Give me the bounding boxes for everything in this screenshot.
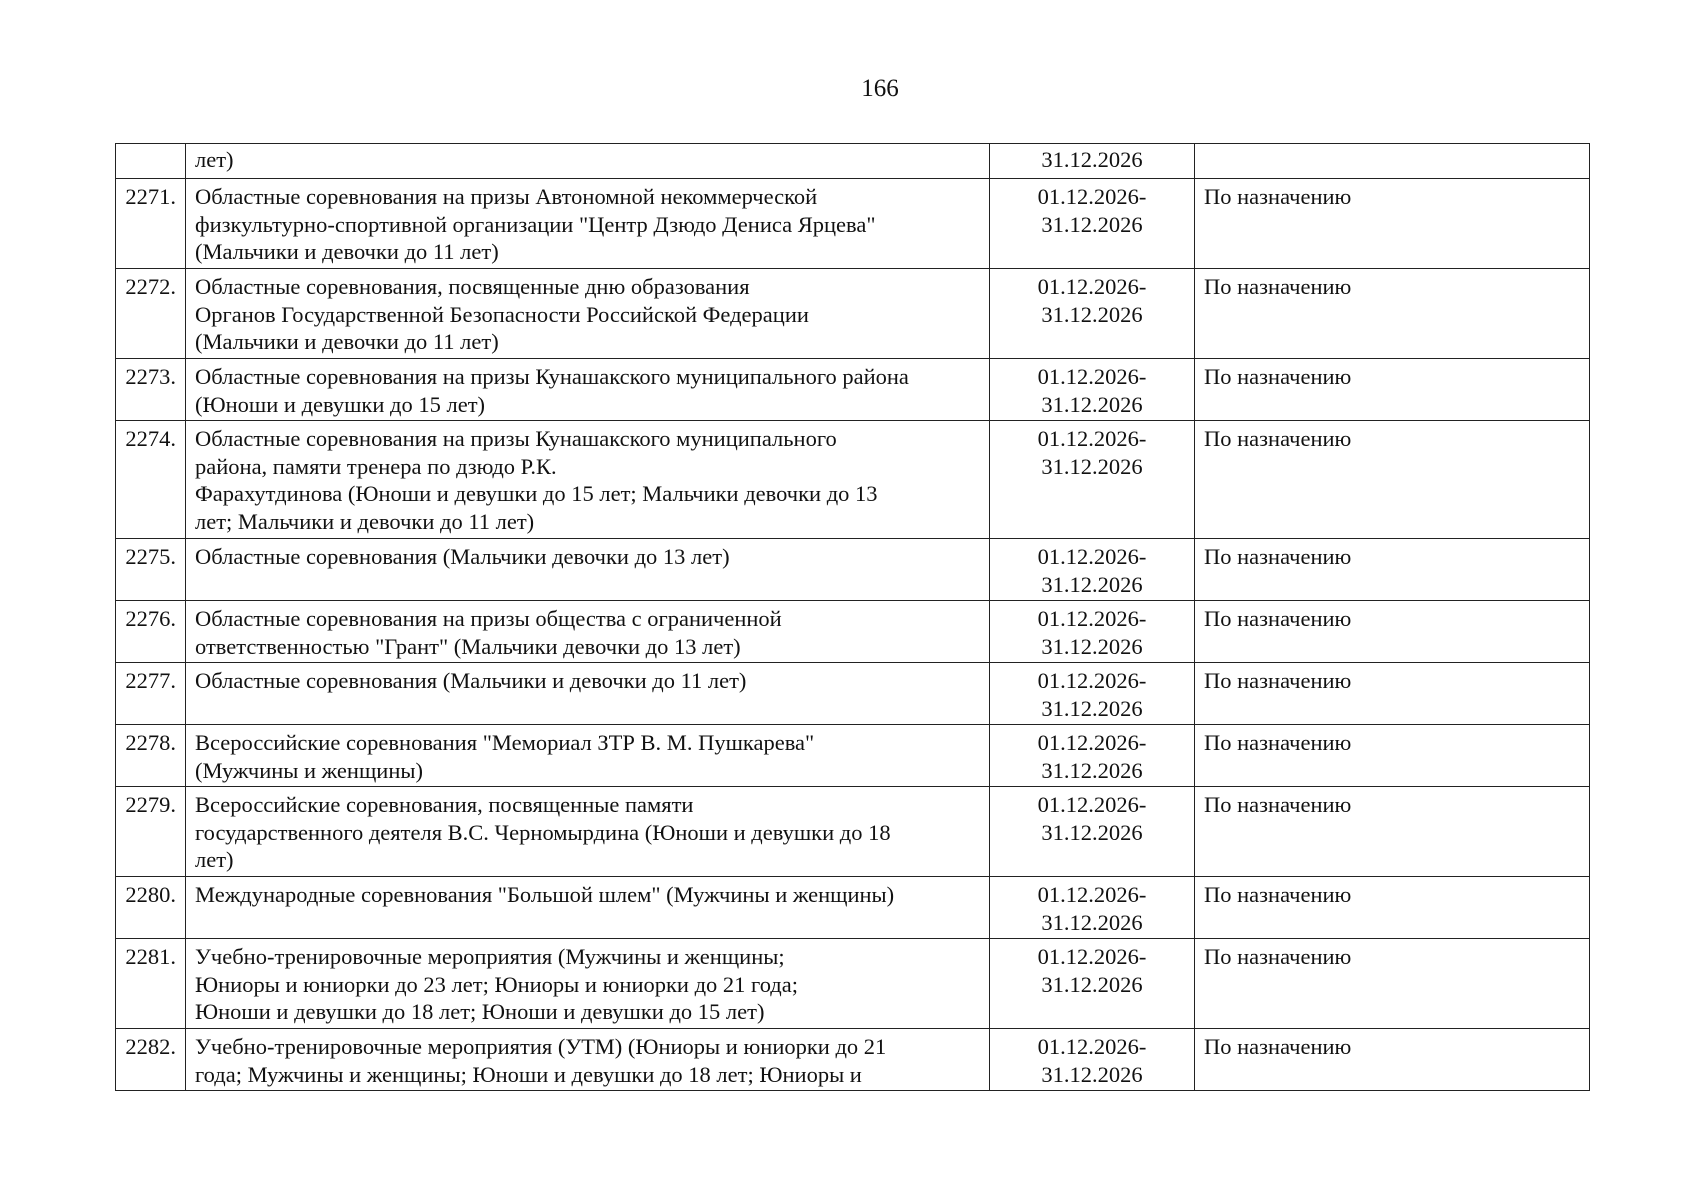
row-number: 2282. (116, 1029, 186, 1091)
row-number: 2276. (116, 601, 186, 663)
event-dates: 01.12.2026- 31.12.2026 (990, 877, 1195, 939)
event-place: По назначению (1195, 663, 1590, 725)
row-number: 2275. (116, 539, 186, 601)
table-row (116, 539, 1590, 601)
table-row (116, 601, 1590, 663)
event-name: Областные соревнования на призы общества с ограниченной ответственностью "Грант" (Мальчики девочки до 13 лет) (186, 601, 990, 663)
event-place: По назначению (1195, 269, 1590, 359)
event-place: По назначению (1195, 725, 1590, 787)
event-name: Всероссийские соревнования "Мемориал ЗТР В. М. Пушкарева" (Мужчины и женщины) (186, 725, 990, 787)
event-name: Областные соревнования на призы Автономной некоммерческой физкультурно-спортивной организации "Центр Дзюдо Дениса Ярцева" (Мальчики и девочки до 11 лет) (186, 179, 990, 269)
table-row (116, 663, 1590, 725)
row-number: 2277. (116, 663, 186, 725)
page-number: 166 (861, 75, 899, 102)
event-dates: 01.12.2026- 31.12.2026 (990, 939, 1195, 1029)
event-name: Всероссийские соревнования, посвященные памяти государственного деятеля В.С. Черномырдина (Юноши и девушки до 18 лет) (186, 787, 990, 877)
event-dates: 01.12.2026- 31.12.2026 (990, 539, 1195, 601)
table-row (116, 179, 1590, 269)
event-place: По назначению (1195, 539, 1590, 601)
event-place: По назначению (1195, 359, 1590, 421)
event-place: По назначению (1195, 421, 1590, 539)
event-name: Областные соревнования, посвященные дню образования Органов Государственной Безопасности Российской Федерации (Мальчики и девочки до 11 лет) (186, 269, 990, 359)
table-row (116, 269, 1590, 359)
table-row (116, 144, 1590, 179)
events-table (115, 143, 1590, 1091)
table-row (116, 877, 1590, 939)
event-dates: 01.12.2026- 31.12.2026 (990, 269, 1195, 359)
table-row (116, 725, 1590, 787)
event-place: По назначению (1195, 939, 1590, 1029)
event-dates: 01.12.2026- 31.12.2026 (990, 601, 1195, 663)
event-name: Международные соревнования "Большой шлем" (Мужчины и женщины) (186, 877, 990, 939)
event-place: По назначению (1195, 877, 1590, 939)
table-row (116, 1029, 1590, 1091)
row-number: 2280. (116, 877, 186, 939)
table-row (116, 421, 1590, 539)
event-name: Областные соревнования (Мальчики девочки до 13 лет) (186, 539, 990, 601)
event-name: Учебно-тренировочные мероприятия (УТМ) (Юниоры и юниорки до 21 года; Мужчины и женщины; Юноши и девушки до 18 лет; Юниоры и (186, 1029, 990, 1091)
event-place: По назначению (1195, 787, 1590, 877)
event-name: Областные соревнования на призы Кунашакского муниципального района (Юноши и девушки до 15 лет) (186, 359, 990, 421)
event-dates: 01.12.2026- 31.12.2026 (990, 359, 1195, 421)
event-name: Областные соревнования (Мальчики и девочки до 11 лет) (186, 663, 990, 725)
row-number: 2272. (116, 269, 186, 359)
event-dates: 31.12.2026 (990, 144, 1195, 179)
row-number: 2271. (116, 179, 186, 269)
event-place: По назначению (1195, 179, 1590, 269)
table-row (116, 359, 1590, 421)
table-row (116, 787, 1590, 877)
event-place: По назначению (1195, 1029, 1590, 1091)
event-name: Областные соревнования на призы Кунашакского муниципального района, памяти тренера по дзюдо Р.К. Фарахутдинова (Юноши и девушки до 15 лет; Мальчики девочки до 13 лет; Мальчики и девочки до 11 лет) (186, 421, 990, 539)
event-place: По назначению (1195, 601, 1590, 663)
row-number (116, 144, 186, 179)
event-place (1195, 144, 1590, 179)
row-number: 2279. (116, 787, 186, 877)
event-dates: 01.12.2026- 31.12.2026 (990, 725, 1195, 787)
event-dates: 01.12.2026- 31.12.2026 (990, 421, 1195, 539)
event-dates: 01.12.2026- 31.12.2026 (990, 179, 1195, 269)
row-number: 2274. (116, 421, 186, 539)
event-dates: 01.12.2026- 31.12.2026 (990, 1029, 1195, 1091)
row-number: 2273. (116, 359, 186, 421)
row-number: 2281. (116, 939, 186, 1029)
event-name: Учебно-тренировочные мероприятия (Мужчины и женщины; Юниоры и юниорки до 23 лет; Юниоры и юниорки до 21 года; Юноши и девушки до 18 лет; Юноши и девушки до 15 лет) (186, 939, 990, 1029)
row-number: 2278. (116, 725, 186, 787)
event-dates: 01.12.2026- 31.12.2026 (990, 787, 1195, 877)
table-row (116, 939, 1590, 1029)
event-dates: 01.12.2026- 31.12.2026 (990, 663, 1195, 725)
event-name: лет) (186, 144, 990, 179)
